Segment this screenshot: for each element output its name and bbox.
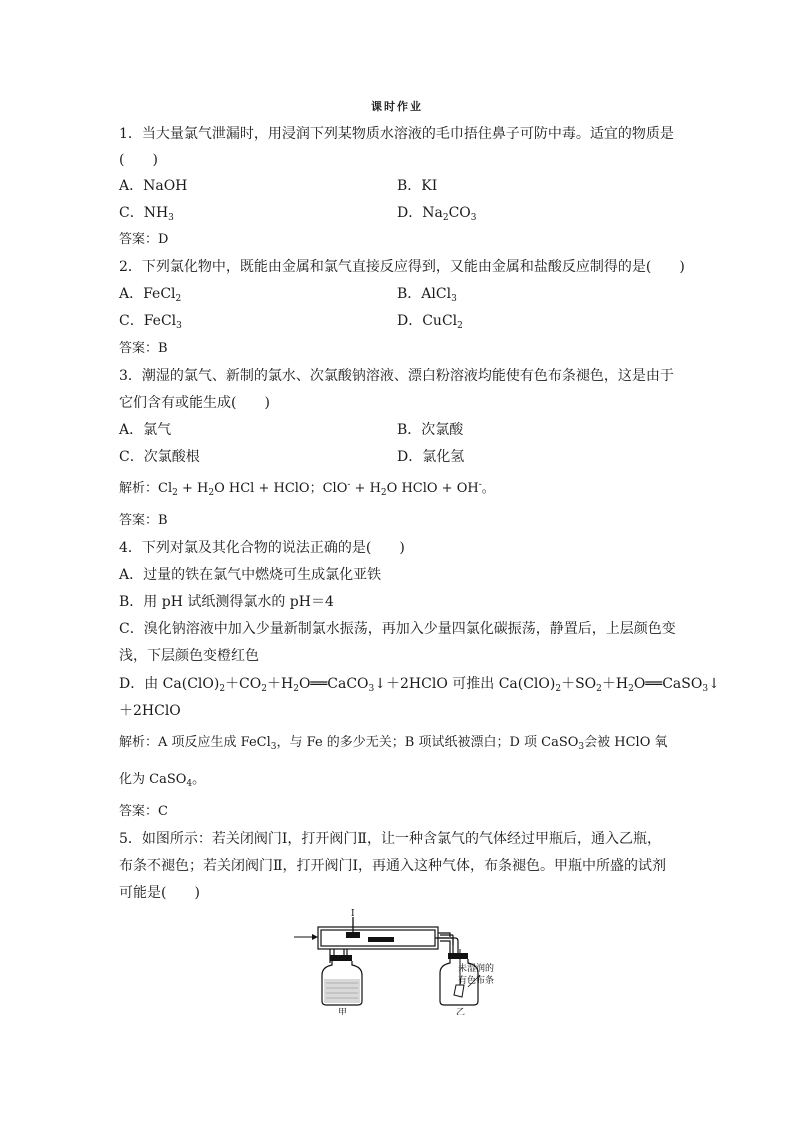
q3-stem-line1: 3．潮湿的氯气、新制的氯水、次氯酸钠溶液、漂白粉溶液均能使有色布条褪色，这是由于 [119, 368, 674, 384]
q4-option-b: B．用 pH 试纸测得氯水的 pH＝4 [119, 594, 334, 610]
q2-stem: 2．下列氯化物中，既能由金属和氯气直接反应得到，又能由金属和盐酸反应制得的是( ) [119, 259, 685, 275]
cloth-label-line1: 未湿润的 [458, 964, 495, 974]
q1-answer: 答案：D [119, 232, 169, 247]
valve-2 [368, 937, 394, 942]
q4-option-c-line1: C．溴化钠溶液中加入少量新制氯水振荡，再加入少量四氯化碳振荡，静置后，上层颜色变 [119, 621, 676, 637]
q5-stem-line1: 5．如图所示：若关闭阀门Ⅰ，打开阀门Ⅱ，让一种含氯气的气体经过甲瓶后，通入乙瓶， [119, 831, 661, 847]
gas-inlet-arrow [294, 934, 318, 940]
q4-option-a: A．过量的铁在氯气中燃烧可生成氯化亚铁 [119, 567, 382, 583]
q2-option-d: D．CuCl$_2$ [397, 313, 463, 331]
q1-stem-line2: ( ) [119, 152, 158, 168]
q3-stem-line2: 它们含有或能生成( ) [119, 395, 270, 411]
cloth-label-line2: 有色布条 [458, 976, 495, 986]
apparatus-diagram [290, 903, 520, 1015]
q3-answer: 答案：B [119, 513, 168, 528]
q4-analysis-line1: 解析：A 项反应生成 FeCl$_3$，与 Fe 的多少无关；B 项试纸被漂白；D 项 CaSO$_3$会被 HClO 氧 [119, 735, 668, 752]
page-title: 课时作业 [371, 100, 423, 113]
q4-option-c-line2: 浅，下层颜色变橙红色 [119, 648, 259, 664]
valve-1 [346, 909, 360, 938]
q2-option-a: A．FeCl$_2$ [119, 286, 182, 304]
q3-option-b: B．次氯酸 [397, 422, 464, 438]
q1-option-c: C．$NH_3$ [119, 205, 174, 223]
q5-apparatus-figure [290, 903, 520, 1015]
q2-option-c: C．FeCl$_3$ [119, 313, 182, 331]
bottle-jia [322, 955, 362, 1015]
q4-option-d-line2: ＋2HClO [119, 703, 181, 719]
q4-answer: 答案：C [119, 804, 168, 819]
q4-option-d-line1: D．由 $Ca(ClO)_2+CO_2+H_2O══CaCO_3↓+2HClO$ 可推出 $Ca(ClO)_2+SO_2+H_2O══CaSO_3↓$ [119, 676, 720, 694]
q3-option-d: D．氯化氢 [397, 449, 465, 465]
q4-stem: 4．下列对氯及其化合物的说法正确的是( ) [119, 540, 405, 556]
bottle-yi-label: 乙 [456, 1008, 466, 1015]
bottle-jia-label: 甲 [338, 1008, 348, 1015]
q1-option-a: A．NaOH [119, 178, 188, 194]
q2-option-b: B．AlCl$_3$ [397, 286, 457, 304]
q3-analysis: 解析：$Cl_2 + H_2O$ HCl + HClO；$ClO^- + H_2O$ HClO + OH-。 [119, 480, 495, 498]
q3-option-a: A．氯气 [119, 422, 172, 438]
q3-option-c: C．次氯酸根 [119, 449, 200, 465]
q1-option-b: B．KI [397, 178, 438, 194]
q1-option-d: D．$Na_2CO_3$ [397, 205, 477, 223]
q5-stem-line2: 布条不褪色；若关闭阀门Ⅱ，打开阀门Ⅰ，再通入这种气体，布条褪色。甲瓶中所盛的试剂 [119, 858, 667, 874]
q1-stem-line1: 1．当大量氯气泄漏时，用浸润下列某物质水溶液的毛巾捂住鼻子可防中毒。适宜的物质是 [119, 126, 674, 142]
q4-analysis-line2: 化为 CaSO$_4$。 [119, 772, 206, 789]
valve-1-label: Ⅰ [351, 909, 355, 919]
q2-answer: 答案：B [119, 341, 168, 356]
q5-stem-line3: 可能是( ) [119, 885, 200, 901]
